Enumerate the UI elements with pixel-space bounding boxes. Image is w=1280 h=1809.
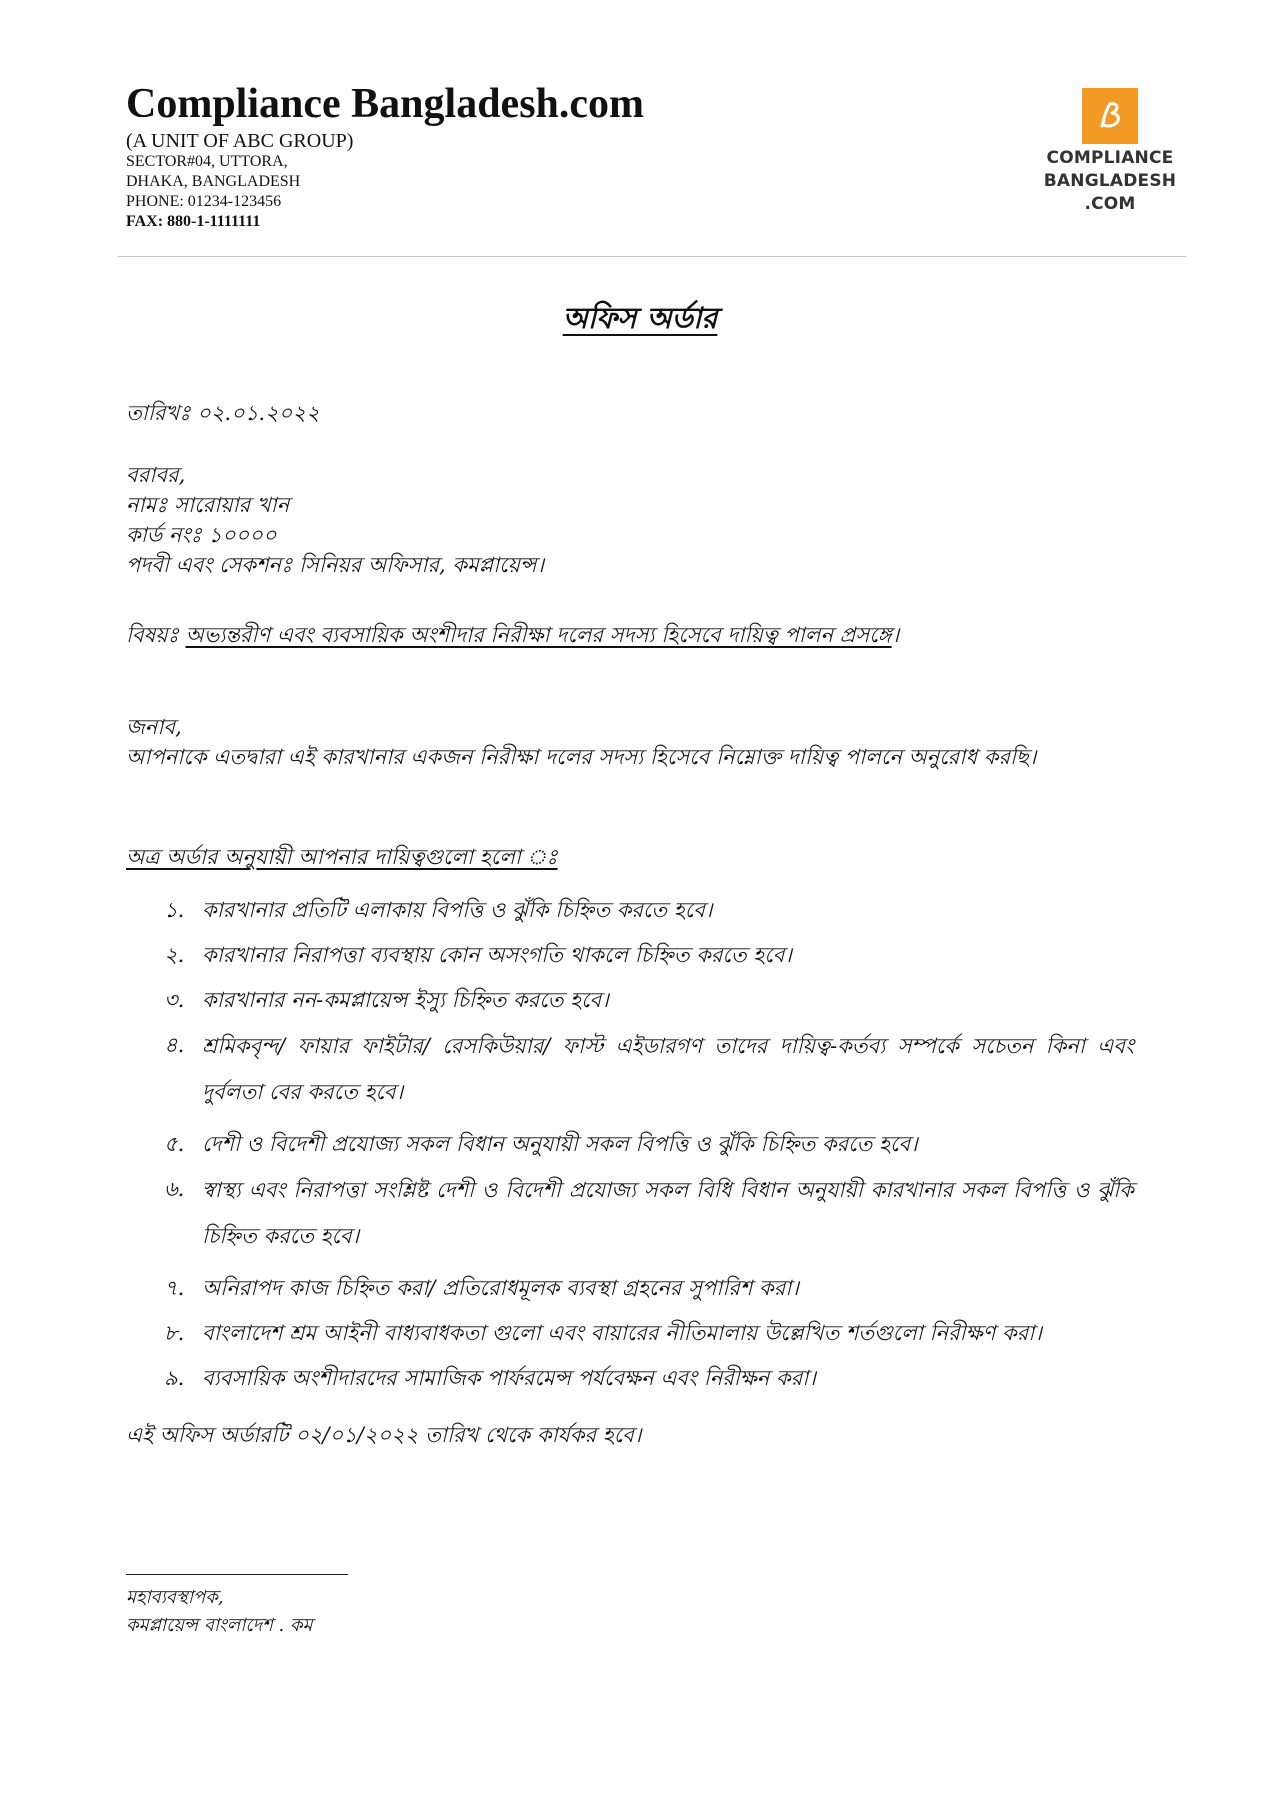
list-item [164,895,1134,926]
company-unit: (A UNIT OF ABC GROUP) [126,130,354,152]
duty-text: কারখানার নিরাপত্তা ব্যবস্থায় কোন অসংগতি থাকলে চিহ্নিত করতে হবে। [202,943,792,967]
list-item [164,1174,1134,1259]
duty-text: অনিরাপদ কাজ চিহ্নিত করা/ প্রতিরোধমূলক ব্যবস্থা গ্রহনের সুপারিশ করা। [202,1276,799,1300]
subject-text: অভ্যন্তরীণ এবং ব্যবসায়িক অংশীদার নিরীক্ষা দলের সদস্য হিসেবে দায়িত্ব পালন প্রসঙ্গে [185,623,892,647]
duty-number: ৫. [164,1132,185,1156]
subject-line [126,620,1186,650]
list-item [164,940,1134,971]
duties-heading-text: অত্র অর্ডার অনুযায়ী আপনার দায়িত্বগুলো হলো ঃ [126,845,558,869]
stylized-b-logo-icon [1082,88,1138,144]
duties-list [164,895,1134,1408]
recipient-designation: পদবী এবং সেকশনঃ সিনিয়র অফিসার, কমপ্লায়েন্স। [126,553,544,577]
document-title-text: অফিস অর্ডার [562,301,718,335]
effective-date-statement: এই অফিস অর্ডারটি ০২/০১/২০২২ তারিখ থেকে কার্যকর হবে। [126,1423,642,1447]
list-item [164,1129,1134,1160]
letter-body [126,712,1130,772]
recipient-card-no: কার্ড নংঃ ১০০০০ [126,523,277,547]
list-item [164,1030,1134,1115]
duty-text: শ্রমিকবৃন্দ/ ফায়ার ফাইটার/ রেসকিউয়ার/ ফাস্ট এইডারগণ তাদের দায়িত্ব-কর্তব্য সম্পর্কে সচেতন কিনা এবং দুর্বলতা বের করতে হবে। [202,1034,1134,1104]
duty-text: বাংলাদেশ শ্রম আইনী বাধ্যবাধকতা গুলো এবং বায়ারের নীতিমালায় উল্লেখিত শর্তগুলো নিরীক্ষণ করা। [202,1321,1042,1345]
duty-number: ৯. [164,1366,185,1390]
duty-text: দেশী ও বিদেশী প্রযোজ্য সকল বিধান অনুযায়ী সকল বিপত্তি ও ঝুঁকি চিহ্নিত করতে হবে। [202,1132,918,1156]
logo-text-line-3: .COM [1084,194,1136,214]
duty-number: ৪. [164,1033,185,1057]
company-phone: PHONE: 01234-123456 [126,193,282,210]
list-item [164,985,1134,1016]
body-paragraph: আপনাকে এতদ্বারা এই কারখানার একজন নিরীক্ষা দলের সদস্য হিসেবে নিম্নোক্ত দায়িত্ব পালনে অনুরোধ করছি। [126,745,1037,769]
logo-text-line-2: BANGLADESH [1043,171,1177,191]
duty-number: ৬. [164,1177,185,1201]
duty-text: কারখানার নন-কমপ্লায়েন্স ইস্যু চিহ্নিত করতে হবে। [202,988,609,1012]
list-item [164,1363,1134,1394]
salutation: জনাব, [126,715,182,739]
duty-number: ১. [164,898,185,922]
duty-number: ৮. [164,1321,185,1345]
duty-number: ২. [164,943,185,967]
recipient-block [126,460,544,580]
list-item [164,1318,1134,1349]
header-divider [118,256,1186,257]
duty-text: কারখানার প্রতিটি এলাকায় বিপত্তি ও ঝুঁকি চিহ্নিত করতে হবে। [202,898,713,922]
order-date: তারিখঃ ০২.০১.২০২২ [126,401,320,425]
company-fax: FAX: 880-1-1111111 [126,213,261,230]
signatory-organization: কমপ্লায়েন্স বাংলাদেশ . কম [126,1615,313,1636]
subject-end: । [891,623,900,647]
signature-line [126,1574,348,1575]
document-title [0,296,1280,345]
duties-heading [126,842,558,872]
recipient-to: বরাবর, [126,463,186,487]
company-logo [1020,88,1200,213]
duty-number: ৭. [164,1276,185,1300]
signatory-title: মহাব্যবস্থাপক, [126,1587,224,1608]
duty-text: স্বাস্থ্য এবং নিরাপত্তা সংশ্লিষ্ট দেশী ও বিদেশী প্রযোজ্য সকল বিধি বিধান অনুযায়ী কারখানার সকল বিপত্তি ও ঝুঁকি চিহ্নিত করতে হবে। [202,1178,1134,1248]
company-address-line-1: SECTOR#04, UTTORA, [126,153,288,170]
duty-text: ব্যবসায়িক অংশীদারদের সামাজিক পার্ফরমেন্স পর্যবেক্ষন এবং নিরীক্ষন করা। [202,1366,816,1390]
recipient-name: নামঃ সারোয়ার খান [126,493,290,517]
subject-label: বিষয়ঃ [126,623,186,647]
company-name: Compliance Bangladesh.com [126,81,645,127]
duty-number: ৩. [164,988,185,1012]
signature-block [126,1584,313,1640]
list-item [164,1273,1134,1304]
logo-text-line-1: COMPLIANCE [1046,148,1174,168]
company-address-line-2: DHAKA, BANGLADESH [126,173,301,190]
